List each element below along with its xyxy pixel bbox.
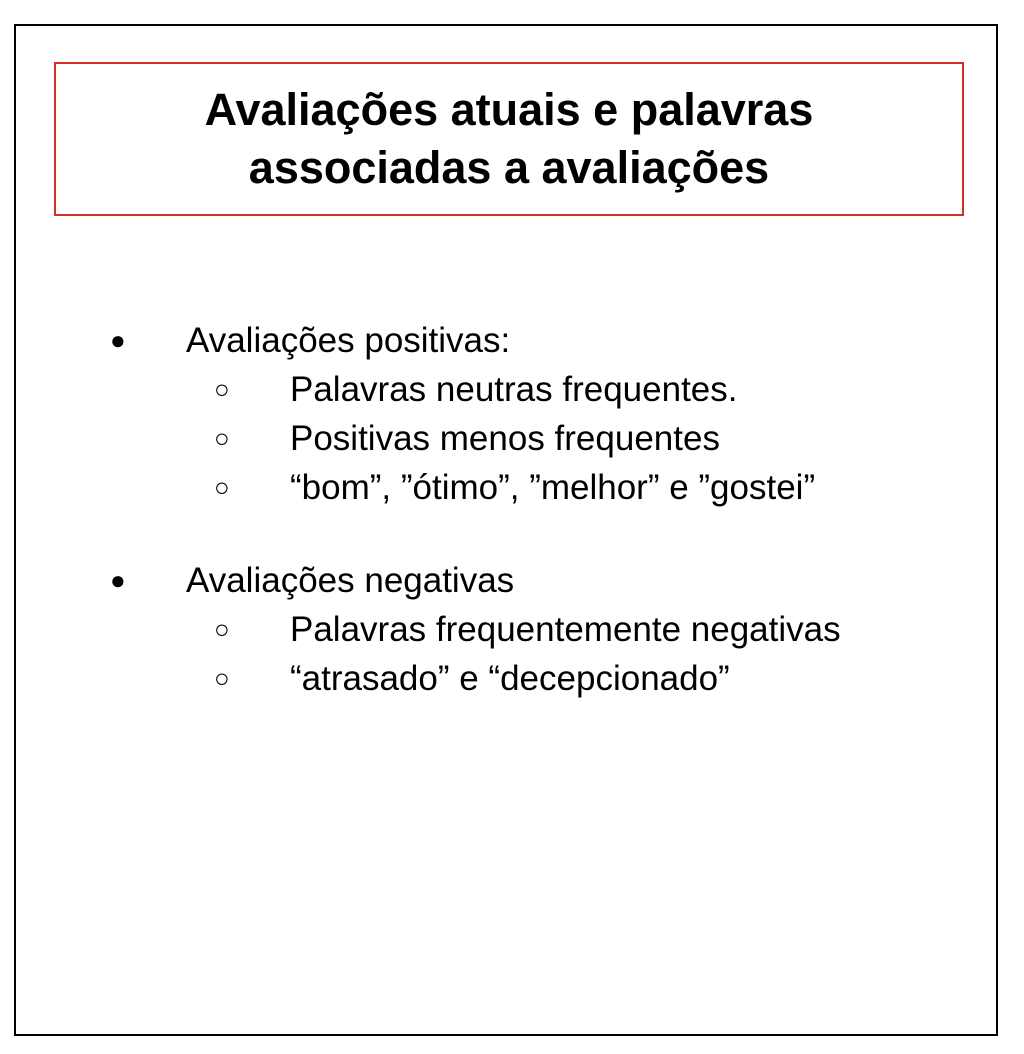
slide	[14, 24, 998, 1036]
section-negative	[16, 556, 1000, 703]
sub-bullet-item	[16, 463, 1000, 512]
sub-bullet-text: Palavras neutras frequentes.	[290, 370, 738, 409]
sub-bullet-item	[16, 605, 1000, 654]
hollow-bullet-icon: ○	[214, 663, 230, 693]
section-heading: Avaliações positivas:	[186, 321, 511, 360]
sub-bullet-item	[16, 654, 1000, 703]
bullet-list	[16, 316, 1000, 747]
bullet-item	[16, 316, 1000, 365]
title-box	[54, 62, 964, 216]
title-line-2: associadas a avaliações	[248, 142, 770, 193]
section-positive	[16, 316, 1000, 512]
filled-bullet-icon: ●	[110, 325, 126, 355]
section-heading: Avaliações negativas	[186, 561, 515, 600]
title-line-1: Avaliações atuais e palavras	[204, 84, 814, 135]
sub-bullet-text: “bom”, ”ótimo”, ”melhor” e ”gostei”	[290, 468, 816, 507]
hollow-bullet-icon: ○	[214, 423, 230, 453]
hollow-bullet-icon: ○	[214, 472, 230, 502]
hollow-bullet-icon: ○	[214, 614, 230, 644]
filled-bullet-icon: ●	[110, 565, 126, 595]
sub-bullet-text: Palavras frequentemente negativas	[290, 610, 841, 649]
bullet-item	[16, 556, 1000, 605]
sub-bullet-text: “atrasado” e “decepcionado”	[290, 659, 730, 698]
sub-bullet-text: Positivas menos frequentes	[290, 419, 720, 458]
sub-bullet-item	[16, 365, 1000, 414]
sub-bullet-item	[16, 414, 1000, 463]
hollow-bullet-icon: ○	[214, 374, 230, 404]
